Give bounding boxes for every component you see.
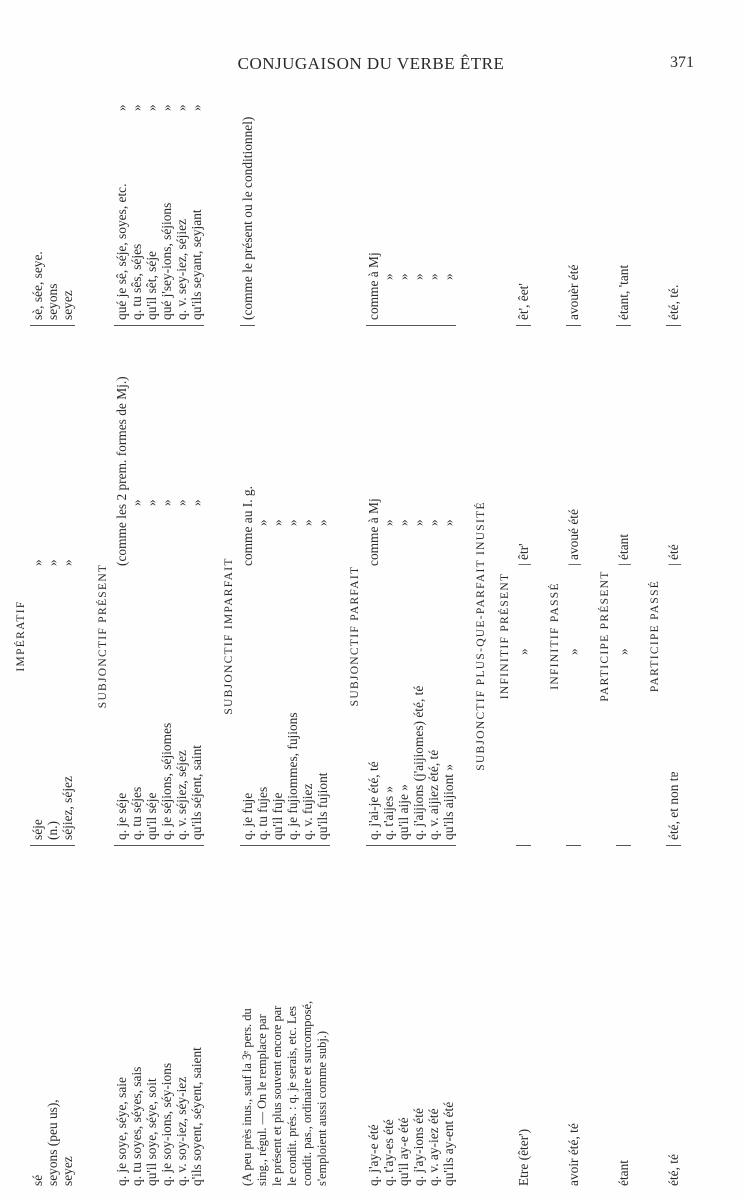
cell: (comme les 2 prem. formes de Mj.)	[114, 376, 129, 566]
cell: q. je fuje	[240, 792, 255, 840]
col-dialect-2	[114, 376, 204, 566]
cell: »	[441, 519, 456, 526]
cell: q. j'ai-je été, té	[366, 761, 381, 840]
cell: »	[441, 273, 456, 280]
cell: q. v. ay-iez été	[426, 1108, 441, 1186]
cell: qu'il ay-e été	[396, 1117, 411, 1186]
cell: »	[189, 104, 204, 111]
cell: | avoué été	[566, 509, 581, 566]
cell: sè, sée, seye.	[30, 251, 45, 320]
cell: q. j'ay-e été	[366, 1124, 381, 1186]
cell: seyez	[60, 1156, 75, 1186]
cell: »	[516, 648, 531, 846]
cell: étant	[616, 1159, 631, 1186]
cell: q. je soy-ions, séy-ions	[159, 1062, 174, 1186]
cell: »	[426, 519, 441, 526]
cell: »	[174, 104, 189, 111]
cell: »	[426, 273, 441, 280]
cell: »	[114, 104, 129, 111]
cell: q'ils soyent, séyent, saient	[189, 1047, 204, 1186]
cell: condit. pas., ordinaire et surcomposé,	[300, 1000, 314, 1186]
cell: »	[144, 104, 159, 111]
cell: comme à Mj	[366, 498, 381, 566]
cell: (A peu près inus., sauf la 3ᵉ pers. du	[240, 1008, 254, 1186]
cell: »	[566, 648, 581, 846]
cell: seyez	[60, 290, 75, 320]
cell: q. tu sês, séjes	[129, 243, 144, 320]
cell: »	[396, 273, 411, 280]
cell: le présent et plus souvent encore par	[270, 1005, 284, 1186]
col-dialect-1	[30, 776, 75, 846]
col-dialect-1	[114, 723, 204, 846]
section-heading-part-present: PARTICIPE PRÉSENT	[599, 570, 611, 702]
cell: qu'ils fujiont	[315, 772, 330, 840]
cell: comme à Mj	[366, 252, 381, 320]
section-heading-part-passe: PARTICIPE PASSÉ	[649, 579, 661, 693]
cell: seyons (peu us),	[45, 1099, 60, 1186]
col-standard	[30, 1099, 75, 1186]
col-standard	[240, 1001, 330, 1186]
cell: »	[159, 499, 174, 506]
cell: q. je séjions, séjiomes	[159, 722, 174, 840]
col-dialect-2	[30, 559, 75, 566]
cell: avoir été, té	[566, 1123, 581, 1186]
cell: (comme le présent ou le conditionnel)	[240, 116, 255, 320]
cell: »	[270, 519, 285, 526]
rotated-table-frame	[12, 86, 722, 1186]
cell: q. je soye, séye, saie	[114, 1077, 129, 1186]
col-dialect-3	[366, 252, 456, 326]
cell: qu'ils seyant, seyjant	[189, 209, 204, 320]
cell: q. v. aijiez été, té	[426, 749, 441, 840]
section-heading-imperatif: IMPÉRATIF	[15, 600, 27, 672]
cell: q. tu fujes	[255, 786, 270, 840]
cell: q. t'aijes »	[381, 785, 396, 840]
cell: qu'il aije »	[396, 784, 411, 840]
cell: qu'ils aijiont »	[441, 763, 456, 840]
col-standard	[114, 1047, 204, 1186]
cell: q. j'ay-ions été	[411, 1108, 426, 1186]
cell: »	[60, 559, 75, 566]
cell: q. v. soy-iez, séy-iez	[174, 1076, 189, 1186]
cell: été, té	[666, 1154, 681, 1186]
cell: q. v. fujiez	[300, 783, 315, 840]
cell: qu'il fuje	[270, 792, 285, 840]
cell: qu'il sêt, séje	[144, 251, 159, 320]
cell: »	[144, 499, 159, 506]
section-heading-inf-passe: INFINITIF PASSÉ	[549, 582, 561, 690]
cell: »	[381, 519, 396, 526]
cell: Etre (êter')	[516, 1128, 531, 1186]
section-heading-subj-present: SUBJONCTIF PRÉSENT	[97, 563, 109, 709]
cell: | étant	[616, 533, 631, 566]
cell: (n.)	[45, 821, 60, 840]
cell: »	[396, 519, 411, 526]
cell: q. t'ay-es été	[381, 1119, 396, 1186]
cell: avouèr été	[566, 265, 581, 326]
col-dialect-1	[366, 686, 456, 846]
page-header	[0, 50, 742, 78]
section-heading-subj-pqp: SUBJONCTIF PLUS-QUE-PARFAIT INUSITÉ	[475, 501, 487, 771]
cell: »	[189, 499, 204, 506]
cell: q. j'aijions (j'aijiomes) été, té	[411, 685, 426, 840]
cell: comme au I. g.	[240, 486, 255, 566]
cell: q. je fujiommes, fujions	[285, 712, 300, 840]
cell: s'emploient aussi comme subj.)	[315, 1030, 329, 1186]
col-dialect-2	[366, 498, 456, 566]
cell: »	[129, 104, 144, 111]
section-heading-subj-imparfait: SUBJONCTIF IMPARFAIT	[223, 557, 235, 715]
cell: qu'ils ay-ent été	[441, 1101, 456, 1186]
cell: q. je séje	[114, 792, 129, 840]
cell: »	[255, 519, 270, 526]
col-dialect-1	[240, 712, 330, 846]
col-dialect-3	[240, 117, 255, 326]
cell: »	[300, 519, 315, 526]
cell: été, té.	[666, 285, 681, 326]
cell: qu'ils séjent, saint	[189, 744, 204, 840]
cell: »	[411, 273, 426, 280]
cell: êt', êet'	[516, 283, 531, 326]
cell: q. tu séjes	[129, 786, 144, 840]
cell: »	[285, 519, 300, 526]
cell: qu'il soye, séye, soit	[144, 1078, 159, 1186]
cell: »	[381, 273, 396, 280]
cell: le condit. prés. : q. je serais, etc. Les	[285, 1006, 299, 1186]
section-heading-inf-present: INFINITIF PRÉSENT	[499, 572, 511, 700]
cell: »	[174, 499, 189, 506]
cell: étant, 'tant	[616, 265, 631, 326]
cell: seyons	[45, 283, 60, 320]
cell: séje	[30, 819, 45, 840]
cell: | êtr'	[516, 543, 531, 566]
cell: q. tu soyes, séyes, sais	[129, 1066, 144, 1186]
cell: séjiez, séjez	[60, 776, 75, 840]
cell: »	[411, 519, 426, 526]
cell: »	[30, 559, 45, 566]
page-number: 371	[670, 54, 694, 71]
cell: »	[315, 519, 330, 526]
cell: sing., régul. — On le remplace par	[255, 1014, 269, 1186]
cell: été, et non tɐ	[666, 772, 681, 846]
cell: | été	[666, 544, 681, 566]
col-dialect-3	[114, 184, 204, 326]
cell: »	[159, 104, 174, 111]
cell: sé	[30, 1174, 45, 1186]
cell: qué j'sey-ions, séjions	[159, 202, 174, 320]
col-dialect-3	[30, 251, 75, 326]
cell: »	[45, 559, 60, 566]
cell: q. v. séjiez, séjez	[174, 750, 189, 840]
section-heading-subj-parfait: SUBJONCTIF PARFAIT	[349, 565, 361, 707]
cell: qué je sê, séje, soyes, etc.	[114, 183, 129, 320]
cell: qu'il séje	[144, 792, 159, 840]
col-dialect-3-marks	[114, 104, 204, 111]
col-dialect-2	[240, 486, 330, 566]
conjugation-table	[12, 86, 722, 1186]
cell: »	[616, 648, 631, 846]
page-title: CONJUGAISON DU VERBE ÊTRE	[237, 54, 505, 73]
cell: q. v. sey-iez, séjiez	[174, 218, 189, 320]
cell: »	[129, 499, 144, 506]
col-standard	[366, 1102, 456, 1186]
